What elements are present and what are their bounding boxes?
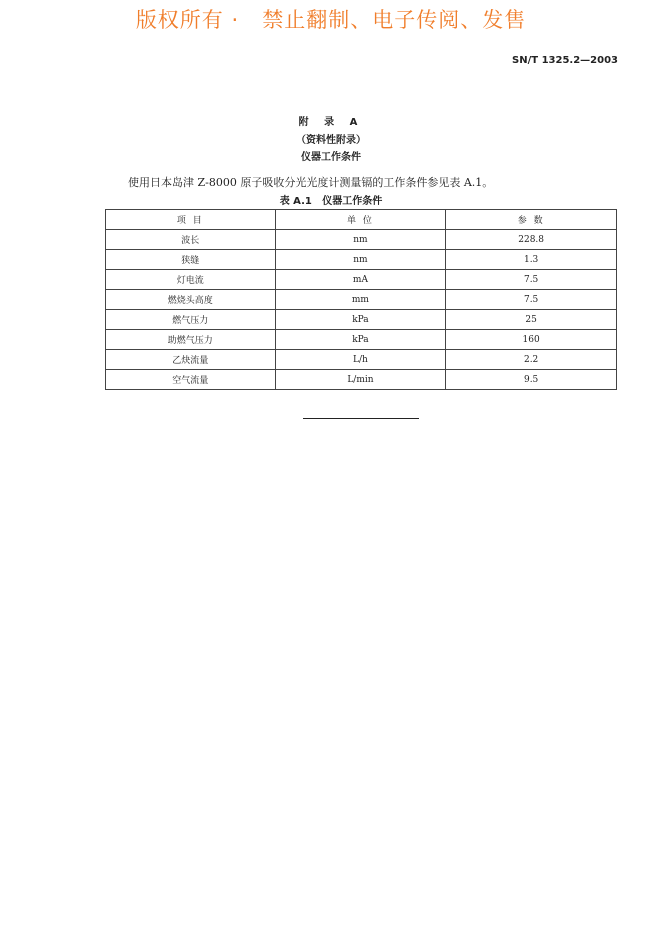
cell-value: 1.3 <box>446 250 617 270</box>
table-row <box>106 290 617 310</box>
appendix-title: 附 录 A <box>298 117 364 128</box>
cell-unit: L/h <box>275 350 446 370</box>
cell-value: 2.2 <box>446 350 617 370</box>
cell-item: 助燃气压力 <box>106 330 276 350</box>
table-row <box>106 330 617 350</box>
cell-item: 乙炔流量 <box>106 350 276 370</box>
cell-unit: nm <box>275 250 446 270</box>
cell-value: 228.8 <box>446 230 617 250</box>
intro-paragraph: 使用日本岛津 Z-8000 原子吸收分光光度计测量镉的工作条件参见表 A.1。 <box>128 176 494 189</box>
table-row <box>106 310 617 330</box>
column-header-unit: 单 位 <box>275 210 446 230</box>
cell-value: 25 <box>446 310 617 330</box>
cell-item: 空气流量 <box>106 370 276 390</box>
cell-value: 9.5 <box>446 370 617 390</box>
copyright-banner: 版权所有 · 禁止翻制、电子传阅、发售 <box>135 8 527 32</box>
table-row <box>106 270 617 290</box>
cell-unit: L/min <box>275 370 446 390</box>
cell-unit: kPa <box>275 330 446 350</box>
column-header-item: 项 目 <box>106 210 276 230</box>
cell-unit: mm <box>275 290 446 310</box>
table-header-row <box>106 210 617 230</box>
appendix-heading: 仪器工作条件 <box>301 152 361 163</box>
cell-item: 灯电流 <box>106 270 276 290</box>
cell-item: 波长 <box>106 230 276 250</box>
table-row <box>106 350 617 370</box>
cell-value: 7.5 <box>446 290 617 310</box>
standard-code: SN/T 1325.2—2003 <box>512 55 618 66</box>
table-row <box>106 230 617 250</box>
cell-value: 7.5 <box>446 270 617 290</box>
cell-value: 160 <box>446 330 617 350</box>
column-header-value: 参 数 <box>446 210 617 230</box>
table-row <box>106 370 617 390</box>
cell-item: 狭缝 <box>106 250 276 270</box>
cell-unit: mA <box>275 270 446 290</box>
cell-unit: nm <box>275 230 446 250</box>
end-of-document-rule <box>303 418 419 419</box>
cell-unit: kPa <box>275 310 446 330</box>
table-row <box>106 250 617 270</box>
cell-item: 燃气压力 <box>106 310 276 330</box>
instrument-conditions-table <box>105 209 617 390</box>
cell-item: 燃烧头高度 <box>106 290 276 310</box>
appendix-subtitle: （资料性附录） <box>296 135 366 146</box>
table-caption: 表 A.1 仪器工作条件 <box>279 196 383 207</box>
